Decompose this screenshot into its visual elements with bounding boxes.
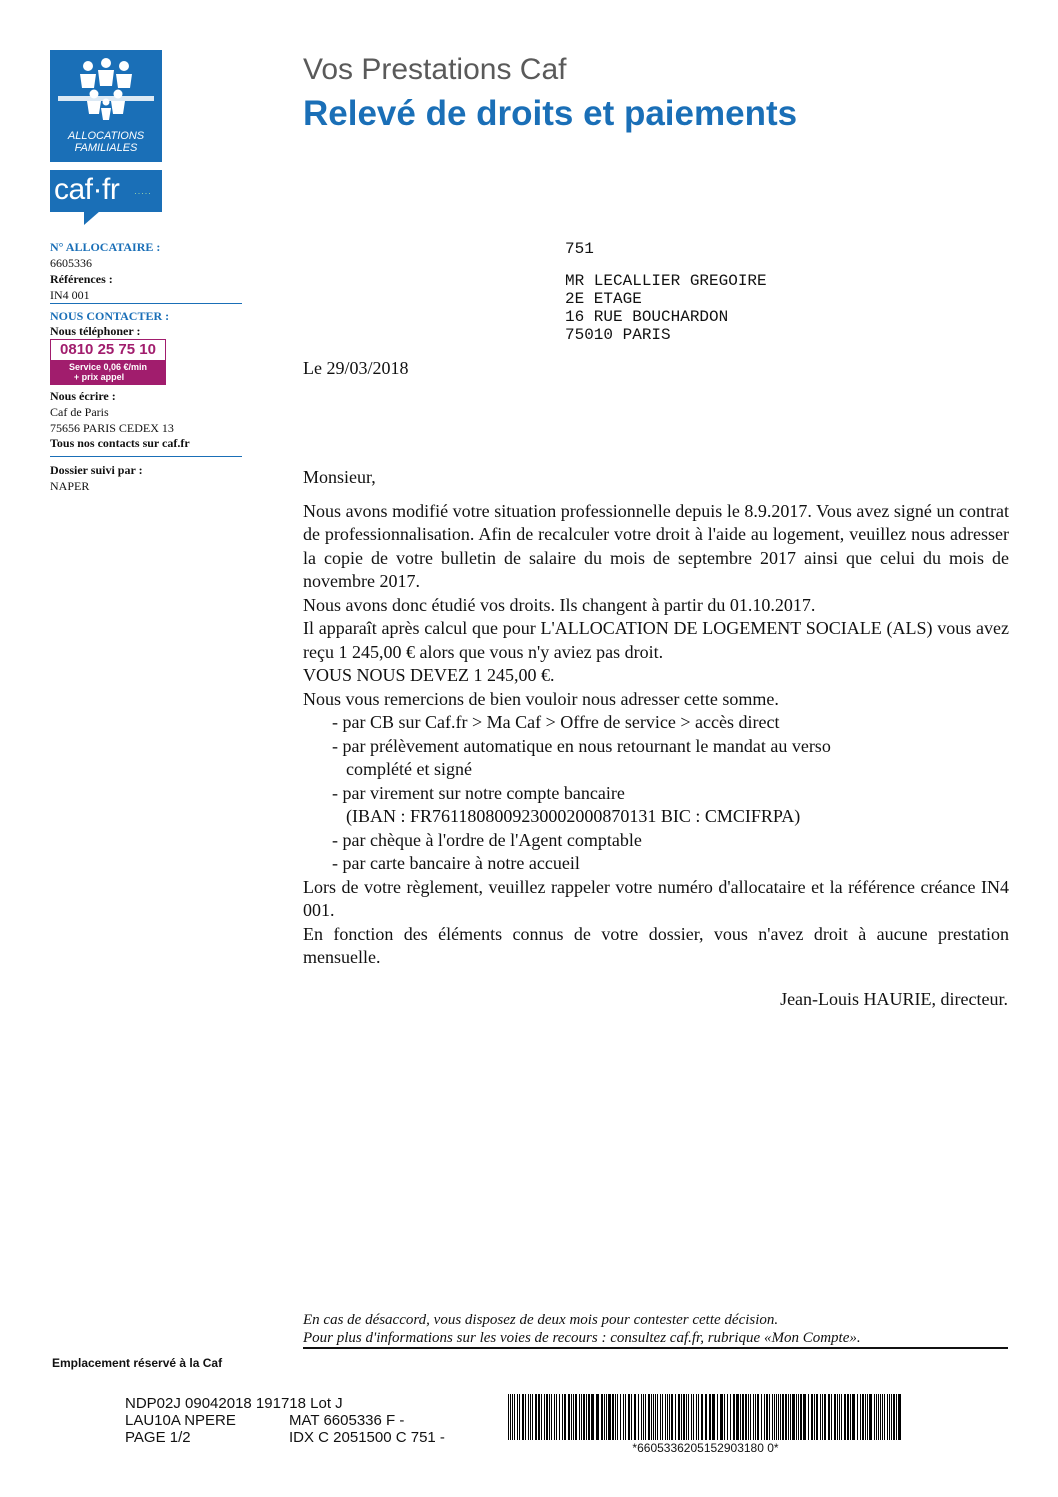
address-line-4: 75010 PARIS xyxy=(565,326,671,344)
paragraph-reglement: Lors de votre règlement, veuillez rappeler votre numéro d'allocataire et la référence créance IN4 001. xyxy=(303,876,1009,920)
dossier-value: NAPER xyxy=(50,479,90,493)
paragraph-als: Il apparaît après calcul que pour L'ALLOCATION DE LOGEMENT SOCIALE (ALS) vous avez reçu 1 245,00 € alors que vous n'y aviez pas droit. xyxy=(303,618,1009,662)
write-label: Nous écrire : xyxy=(50,389,116,403)
family-figures-icon xyxy=(58,56,154,128)
allocataire-value: 6605336 xyxy=(50,256,92,270)
signature: Jean-Louis HAURIE, directeur. xyxy=(780,989,1008,1009)
all-contacts-link: Tous nos contacts sur caf.fr xyxy=(50,436,190,450)
phone-box xyxy=(50,339,166,385)
tracking-code-3a: PAGE 1/2 xyxy=(125,1429,191,1446)
address-line-3: 16 RUE BOUCHARDON xyxy=(565,308,729,326)
phone-label: Nous téléphoner : xyxy=(50,324,141,338)
references-label: Références : xyxy=(50,272,113,286)
sidebar-divider xyxy=(50,303,242,304)
sidebar-divider xyxy=(50,456,242,457)
footnote-line-2: Pour plus d'informations sur les voies de recours : consultez caf.fr, rubrique «Mon Compte». xyxy=(303,1330,861,1346)
logo-line1: ALLOCATIONS xyxy=(67,130,145,142)
paragraph-situation: Nous avons modifié votre situation professionnelle depuis le 8.9.2017. Vous avez signé un contrat de professionnalisation. Afin de recalculer votre droit à l'aide au logement, veuillez nous adresser la copie de votre bulletin de salaire du mois de septembre 2017 ainsi que celui du mois de novembre 2017. xyxy=(303,500,1009,591)
payment-option-cheque: - par chèque à l'ordre de l'Agent comptable xyxy=(332,829,642,850)
caf-logo xyxy=(50,50,162,162)
phone-number: 0810 25 75 10 xyxy=(50,339,166,361)
barcode-text: *6605336205152903180 0* xyxy=(632,1441,779,1455)
paragraph-droits: Nous avons donc étudié vos droits. Ils changent à partir du 01.10.2017. xyxy=(303,594,816,615)
contact-label: NOUS CONTACTER : xyxy=(50,309,170,323)
paragraph-amount-due: VOUS NOUS DEVEZ 1 245,00 €. xyxy=(303,665,555,685)
payment-option-carte: - par carte bancaire à notre accueil xyxy=(332,853,580,873)
caf-fr-dots: ····· xyxy=(134,188,152,198)
tracking-code-3b: IDX C 2051500 C 751 - xyxy=(289,1429,445,1446)
payment-option-prelevement-cont: complété et signé xyxy=(346,759,472,779)
phone-note-2: + prix appel xyxy=(73,372,125,382)
letter-body xyxy=(303,466,1009,970)
salutation: Monsieur, xyxy=(303,467,376,487)
payment-option-cb: - par CB sur Caf.fr > Ma Caf > Offre de service > accès direct xyxy=(332,712,780,732)
tracking-code-1: NDP02J 09042018 191718 Lot J xyxy=(125,1395,343,1412)
footnote xyxy=(303,1311,861,1347)
dossier-label: Dossier suivi par : xyxy=(50,463,143,477)
write-line-1: Caf de Paris xyxy=(50,405,109,419)
write-line-2: 75656 PARIS CEDEX 13 xyxy=(50,421,174,435)
address-code: 751 xyxy=(565,240,594,258)
tracking-code-2a: LAU10A NPERE xyxy=(125,1412,236,1429)
payment-option-prelevement: - par prélèvement automatique en nous retournant le mandat au verso xyxy=(332,735,831,756)
caf-fr-text: caf·fr xyxy=(54,173,120,206)
phone-pricing xyxy=(50,360,166,385)
footer-rule xyxy=(303,1347,1008,1349)
address-line-1: MR LECALLIER GREGOIRE xyxy=(565,272,767,290)
header-subtitle: Vos Prestations Caf xyxy=(303,53,567,86)
references-value: IN4 001 xyxy=(50,288,90,302)
caf-fr-badge xyxy=(50,170,162,212)
letter-date: Le 29/03/2018 xyxy=(303,358,409,378)
page-title: Relevé de droits et paiements xyxy=(303,94,798,133)
payment-option-virement: - par virement sur notre compte bancaire xyxy=(332,782,625,803)
logo-line2: FAMILIALES xyxy=(74,142,138,154)
paragraph-thanks: Nous vous remercions de bien vouloir nous adresser cette somme. xyxy=(303,688,779,709)
phone-note-1: Service 0,06 €/min xyxy=(68,362,148,372)
reserved-area-label: Emplacement réservé à la Caf xyxy=(52,1356,223,1370)
barcode-icon xyxy=(508,1394,903,1440)
payment-option-iban: (IBAN : FR7611808009230002000870131 BIC : CMCIFRPA) xyxy=(346,806,801,826)
footnote-line-1: En cas de désaccord, vous disposez de deux mois pour contester cette décision. xyxy=(303,1312,779,1328)
tracking-code-2b: MAT 6605336 F - xyxy=(289,1412,405,1429)
paragraph-prestation: En fonction des éléments connus de votre dossier, vous n'avez droit à aucune prestation mensuelle. xyxy=(303,923,1009,967)
speech-tail-icon xyxy=(84,211,100,225)
address-line-2: 2E ETAGE xyxy=(565,290,642,308)
logo-caption xyxy=(50,130,162,154)
allocataire-label: N° ALLOCATAIRE : xyxy=(50,240,161,254)
